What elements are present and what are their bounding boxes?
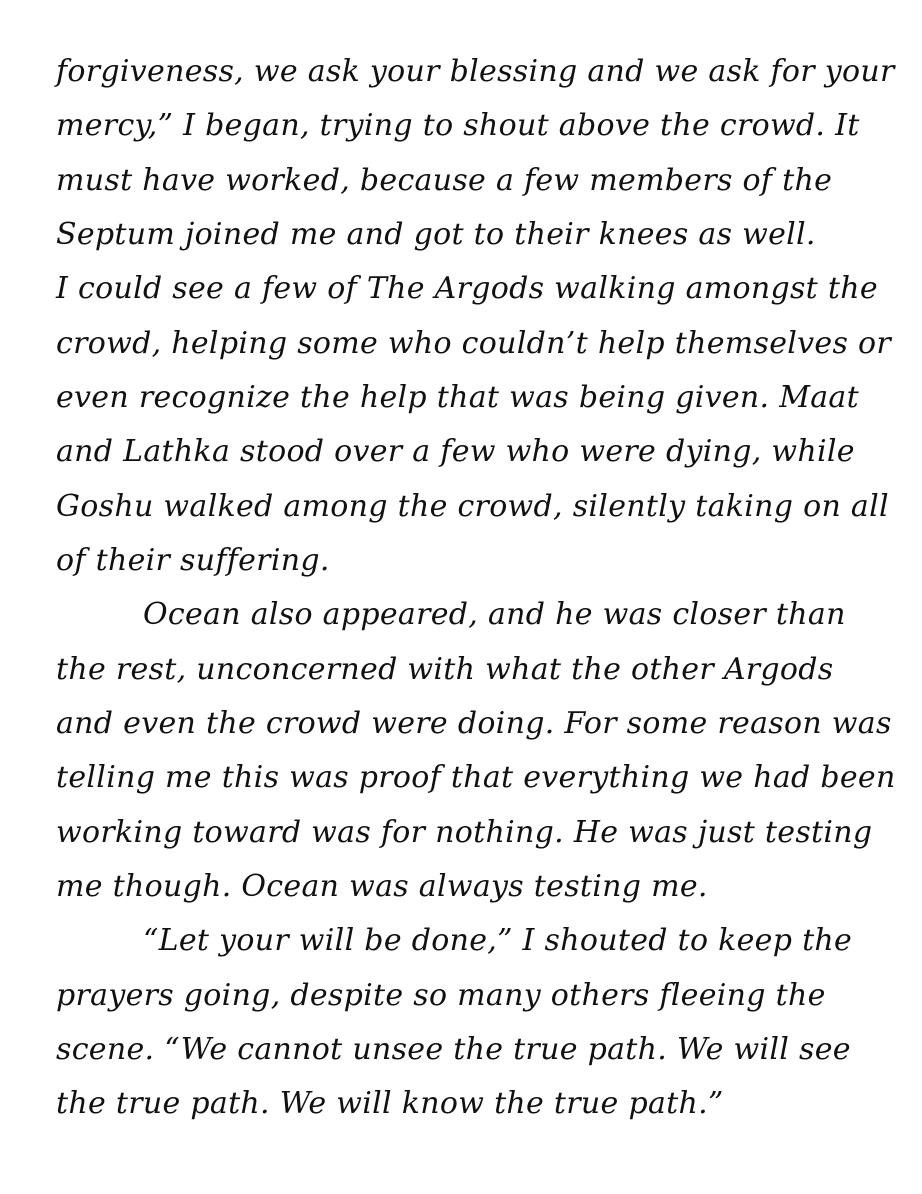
paragraph-start-line: Ocean also appeared, and he was closer than: [143, 597, 846, 632]
text-line: Septum joined me and got to their knees as well.: [56, 217, 816, 252]
text-line: crowd, helping some who couldn’t help themselves or: [56, 326, 891, 361]
text-line: the rest, unconcerned with what the other Argods: [56, 652, 834, 687]
text-line: must have worked, because a few members of the: [56, 163, 833, 198]
text-line: mercy,” I began, trying to shout above the crowd. It: [56, 108, 860, 143]
text-line: working toward was for nothing. He was just testing: [56, 815, 873, 850]
text-line: the true path. We will know the true path.”: [56, 1086, 724, 1121]
text-line: scene. “We cannot unsee the true path. We will see: [56, 1032, 851, 1067]
text-line: me though. Ocean was always testing me.: [56, 869, 708, 904]
text-line: even recognize the help that was being given. Maat: [56, 380, 859, 415]
paragraph-start-line: “Let your will be done,” I shouted to keep the: [143, 923, 853, 958]
text-line: of their suffering.: [56, 543, 330, 578]
text-line: forgiveness, we ask your blessing and we ask for your: [56, 54, 895, 89]
text-line: and even the crowd were doing. For some reason was: [56, 706, 892, 741]
text-line: and Lathka stood over a few who were dying, while: [56, 434, 855, 469]
text-line: prayers going, despite so many others fleeing the: [56, 978, 826, 1013]
text-line: telling me this was proof that everything we had been: [56, 760, 896, 795]
text-line: I could see a few of The Argods walking amongst the: [56, 271, 878, 306]
text-line: Goshu walked among the crowd, silently taking on all: [56, 489, 889, 524]
